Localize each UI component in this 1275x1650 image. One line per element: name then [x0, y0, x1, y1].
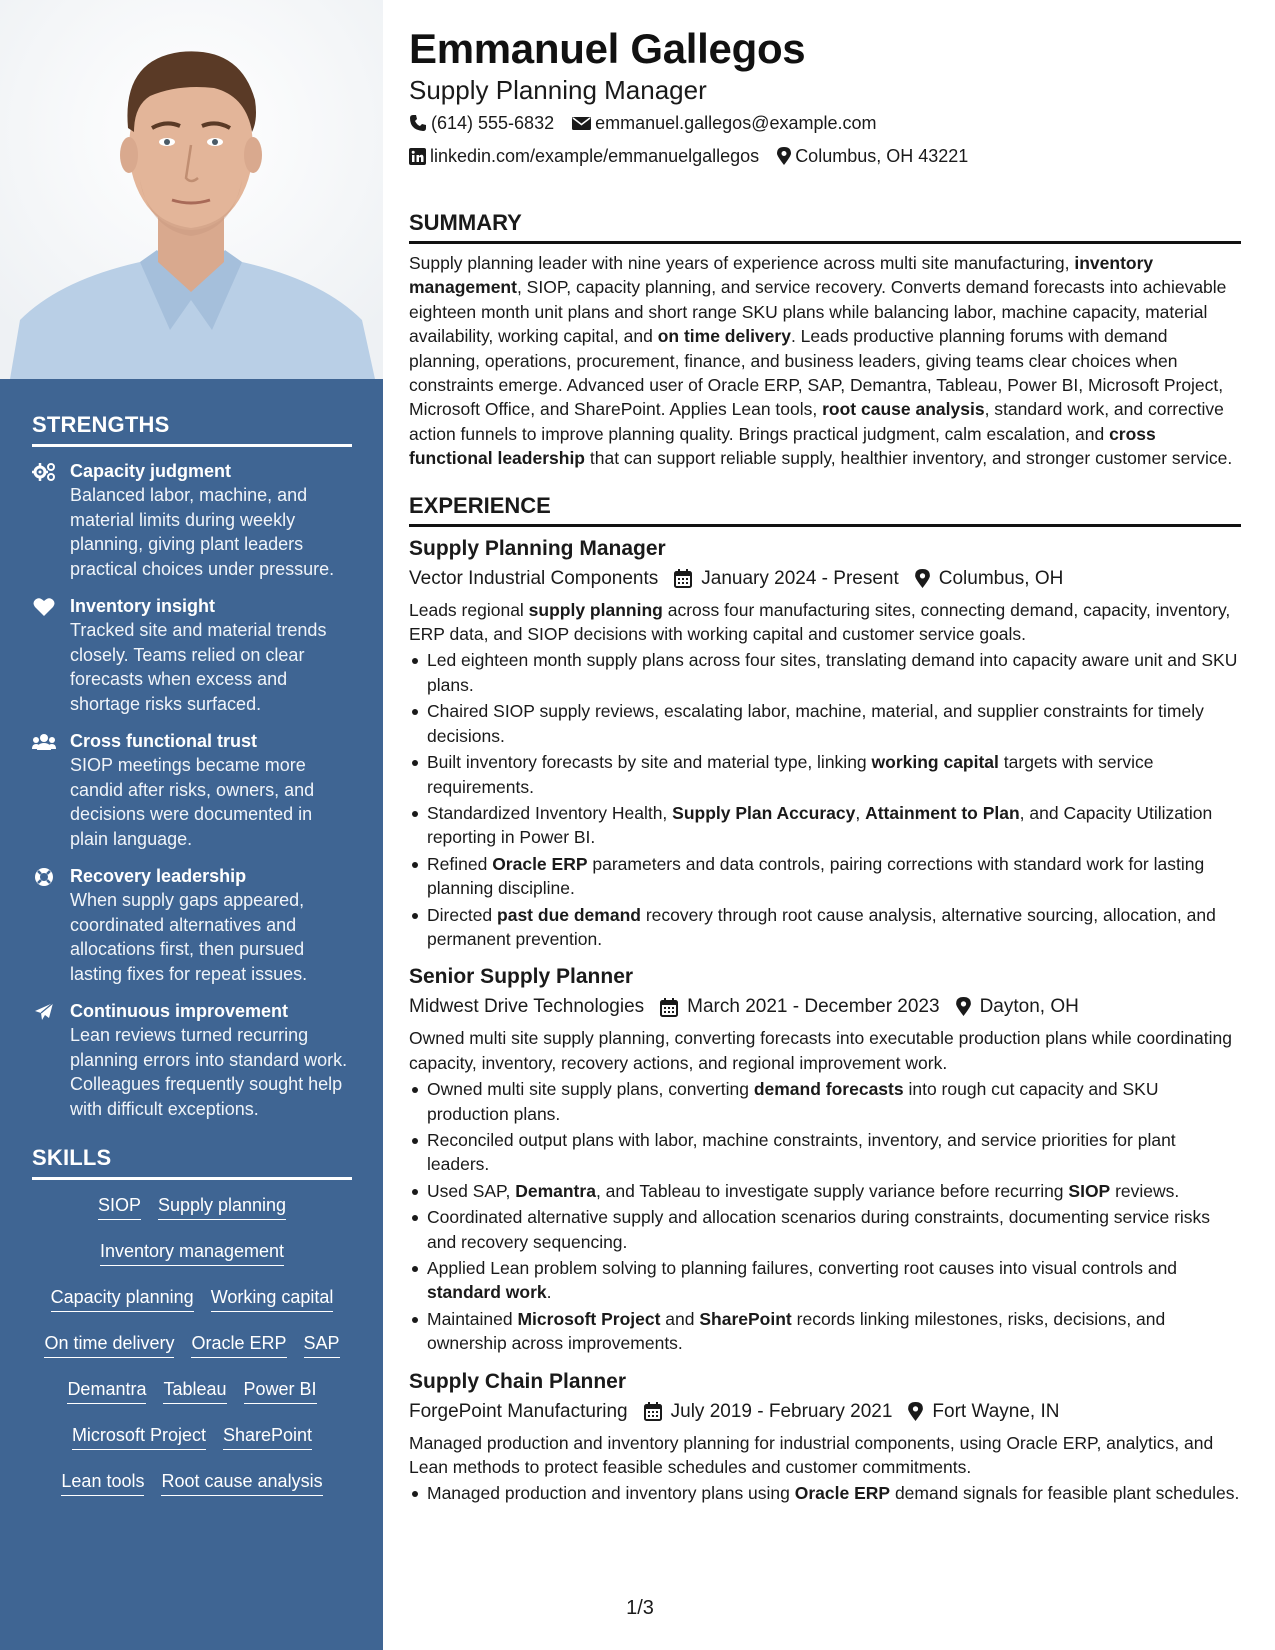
main-content: [409, 24, 1241, 1517]
strength-item: [32, 459, 352, 581]
skill-tag: Tableau: [163, 1378, 226, 1404]
sidebar: [0, 0, 383, 1650]
job-location: Fort Wayne, IN: [908, 1397, 1059, 1427]
strength-desc: SIOP meetings became more candid after risks, owners, and decisions were documented in plain language.: [70, 755, 315, 849]
skill-row: [32, 1194, 352, 1220]
strengths-heading: STRENGTHS: [32, 412, 352, 447]
email-text[interactable]: emmanuel.gallegos@example.com: [595, 113, 877, 133]
skill-tag: Working capital: [211, 1286, 334, 1312]
candidate-name: Emmanuel Gallegos: [409, 25, 806, 72]
job-bullet: Built inventory forecasts by site and material type, linking working capital targets with service requirements.: [409, 750, 1241, 799]
location-contact: [777, 140, 968, 172]
skill-tag: Lean tools: [61, 1470, 144, 1496]
linkedin-icon: [409, 148, 426, 165]
skill-row: [32, 1424, 352, 1450]
experience-heading: EXPERIENCE: [409, 493, 1241, 527]
skill-tag: Demantra: [67, 1378, 146, 1404]
job-bullet: Chaired SIOP supply reviews, escalating labor, machine, material, and supplier constraints for timely decisions.: [409, 699, 1241, 748]
map-pin-icon: [908, 1402, 923, 1422]
job-bullet: Maintained Microsoft Project and SharePoint records linking milestones, risks, decisions, and ownership across improvements.: [409, 1307, 1241, 1356]
skills-heading: SKILLS: [32, 1145, 352, 1180]
paper-plane-icon: [32, 1001, 56, 1023]
job-bullets: [409, 648, 1241, 951]
skill-tag: Power BI: [244, 1378, 317, 1404]
strength-title: Capacity judgment: [70, 461, 232, 481]
skill-row: [32, 1378, 352, 1404]
skill-tag: Capacity planning: [51, 1286, 194, 1312]
job-entry: [409, 1367, 1241, 1506]
job-description: Owned multi site supply planning, converting forecasts into executable production plans while coordinating capacity, inventory, recovery actions, and regional improvement work.: [409, 1028, 1232, 1073]
job-bullet: Owned multi site supply plans, converting demand forecasts into rough cut capacity and SKU production plans.: [409, 1077, 1241, 1126]
company-name: Midwest Drive Technologies: [409, 996, 645, 1018]
linkedin-contact[interactable]: [409, 140, 759, 172]
skill-row: [32, 1470, 352, 1496]
sidebar-content: [32, 412, 352, 1516]
job-bullet: Directed past due demand recovery through root cause analysis, alternative sourcing, allocation, and permanent prevention.: [409, 903, 1241, 952]
job-title: Supply Planning Manager: [409, 536, 666, 560]
job-entry: [409, 534, 1241, 952]
job-description: Managed production and inventory planning for industrial components, using Oracle ERP, analytics, and Lean methods to protect feasible schedules and customer commitments.: [409, 1432, 1214, 1478]
skill-row: [32, 1332, 352, 1358]
phone-contact: [409, 107, 554, 139]
map-pin-icon: [956, 997, 971, 1017]
phone-text: (614) 555-6832: [431, 113, 555, 133]
job-dates: January 2024 - Present: [674, 564, 899, 594]
linkedin-text[interactable]: linkedin.com/example/emmanuelgallegos: [430, 146, 760, 166]
calendar-icon: [660, 998, 678, 1017]
skill-tag: Oracle ERP: [191, 1332, 286, 1358]
contact-row: [409, 107, 1241, 139]
summary-heading: SUMMARY: [409, 210, 1241, 244]
job-meta: [409, 992, 1241, 1022]
company-name: ForgePoint Manufacturing: [409, 1400, 628, 1422]
job-meta: [409, 1397, 1241, 1427]
experience-section: [409, 493, 1241, 1506]
skill-tag: Supply planning: [158, 1194, 286, 1220]
strength-title: Cross functional trust: [70, 731, 258, 751]
summary-text: Supply planning leader with nine years of experience across multi site manufacturing, inventory management, SIOP, capacity planning, and service recovery. Converts demand forecasts into achievable eighteen month unit plans and short range SKU plans while balancing labor, machine capacity, material availability, working capital, and on time delivery. Leads productive planning forums with demand planning, operations, procurement, finance, and business leaders, giving teams clear choices when constraints emerge. Advanced user of Oracle ERP, SAP, Demantra, Tableau, Power BI, Microsoft Project, Microsoft Office, and SharePoint. Applies Lean tools, root cause analysis, standard work, and corrective action funnels to improve planning quality. Brings practical judgment, calm escalation, and cross functional leadership that can support reliable supply, healthier inventory, and stronger customer service.: [409, 253, 1233, 469]
skill-tag: Inventory management: [100, 1240, 284, 1266]
job-bullet: Standardized Inventory Health, Supply Plan Accuracy, Attainment to Plan, and Capacity Utilization reporting in Power BI.: [409, 801, 1241, 850]
job-bullet: Refined Oracle ERP parameters and data controls, pairing corrections with standard work for lasting planning discipline.: [409, 852, 1241, 901]
map-pin-icon: [777, 147, 791, 166]
job-bullet: Managed production and inventory plans using Oracle ERP demand signals for feasible plant schedules.: [409, 1481, 1241, 1505]
strength-item: [32, 594, 352, 716]
job-dates: July 2019 - February 2021: [644, 1397, 893, 1427]
job-dates: March 2021 - December 2023: [660, 992, 939, 1022]
strength-title: Inventory insight: [70, 596, 216, 616]
heart-icon: [32, 596, 56, 618]
job-bullets: [409, 1481, 1241, 1505]
strength-item: [32, 999, 352, 1121]
job-entry: [409, 962, 1241, 1355]
page-number: 1/3: [626, 1597, 654, 1619]
email-contact[interactable]: [572, 107, 876, 139]
summary-section: [409, 210, 1241, 471]
profile-photo: [0, 0, 383, 379]
skill-tag: SIOP: [98, 1194, 141, 1220]
job-bullets: [409, 1077, 1241, 1355]
strength-title: Continuous improvement: [70, 1001, 289, 1021]
envelope-icon: [572, 116, 591, 131]
strength-item: [32, 864, 352, 986]
skill-tag: On time delivery: [44, 1332, 174, 1358]
skill-tag: SharePoint: [223, 1424, 312, 1450]
lifebuoy-icon: [32, 866, 56, 888]
job-description: Leads regional supply planning across four manufacturing sites, connecting demand, capacity, inventory, ERP data, and SIOP decisions with working capital and customer service goals.: [409, 599, 1231, 645]
skill-row: [32, 1286, 352, 1312]
company-name: Vector Industrial Components: [409, 567, 659, 589]
strength-desc: Balanced labor, machine, and material limits during weekly planning, giving plant leaders practical choices under pressure.: [70, 485, 335, 579]
phone-icon: [409, 114, 427, 132]
job-title: Supply Chain Planner: [409, 1369, 627, 1393]
job-location: Dayton, OH: [956, 992, 1079, 1022]
users-icon: [32, 731, 56, 753]
calendar-icon: [644, 1402, 662, 1421]
calendar-icon: [674, 569, 692, 588]
location-text: Columbus, OH 43221: [795, 146, 969, 166]
skill-tag: SAP: [304, 1332, 340, 1358]
skill-tag: Root cause analysis: [161, 1470, 322, 1496]
strength-desc: Tracked site and material trends closely. Teams relied on clear forecasts when excess and shortage risks surfaced.: [70, 620, 327, 714]
job-bullet: Coordinated alternative supply and allocation scenarios during constraints, documenting service risks and recovery sequencing.: [409, 1205, 1241, 1254]
job-title: Senior Supply Planner: [409, 965, 634, 989]
skill-tag: Microsoft Project: [72, 1424, 206, 1450]
job-location: Columbus, OH: [915, 564, 1064, 594]
strength-item: [32, 729, 352, 851]
job-bullet: Reconciled output plans with labor, machine constraints, inventory, and service priorities for plant leaders.: [409, 1128, 1241, 1177]
job-bullet: Used SAP, Demantra, and Tableau to investigate supply variance before recurring SIOP reviews.: [409, 1179, 1241, 1203]
strength-desc: Lean reviews turned recurring planning errors into standard work. Colleagues frequently sought help with difficult exceptions.: [70, 1025, 348, 1119]
map-pin-icon: [915, 569, 930, 589]
contact-row: [409, 140, 1241, 172]
job-bullet: Led eighteen month supply plans across four sites, translating demand into capacity aware unit and SKU plans.: [409, 648, 1241, 697]
job-bullet: Applied Lean problem solving to planning failures, converting root causes into visual controls and standard work.: [409, 1256, 1241, 1305]
gears-icon: [32, 461, 56, 483]
strength-title: Recovery leadership: [70, 866, 247, 886]
skill-row: [32, 1240, 352, 1266]
candidate-role: Supply Planning Manager: [409, 75, 707, 105]
strength-desc: When supply gaps appeared, coordinated alternatives and allocations first, then pursued lasting fixes for repeat issues.: [70, 890, 308, 984]
job-meta: [409, 564, 1241, 594]
